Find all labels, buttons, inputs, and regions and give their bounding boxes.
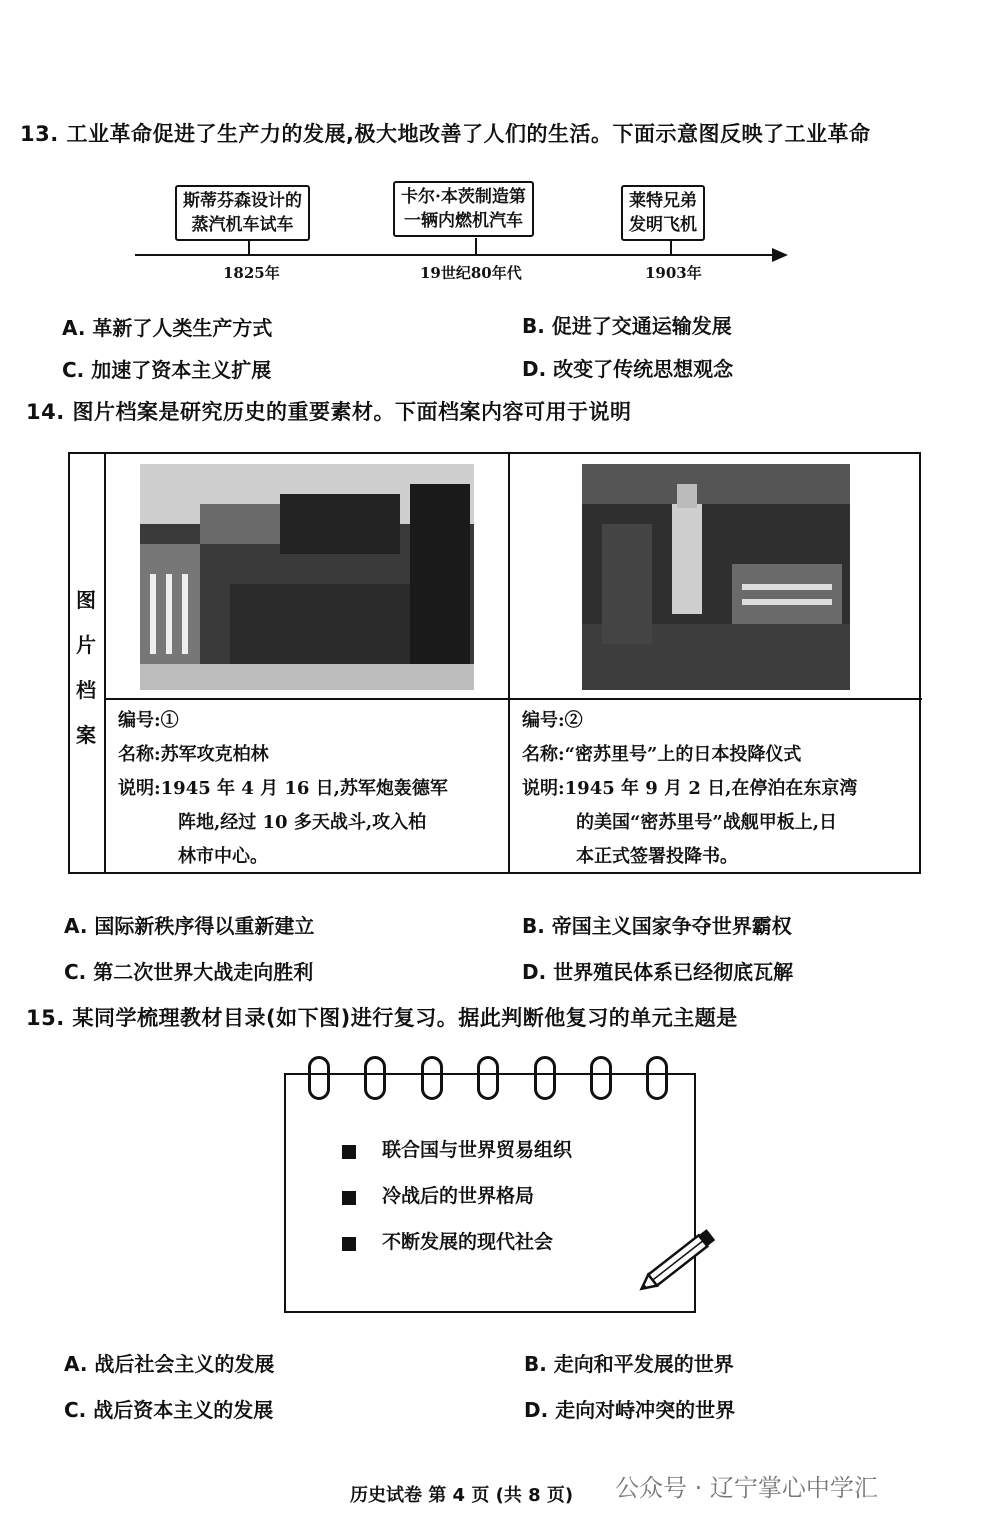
notebook-ring-icon xyxy=(646,1056,668,1100)
notebook-ring-icon xyxy=(421,1056,443,1100)
card-1-name: 名称:苏军攻克柏林 xyxy=(118,744,269,765)
q14-stem: 14. 图片档案是研究历史的重要素材。下面档案内容可用于说明 xyxy=(26,400,632,424)
q13-option-a[interactable]: A. 革新了人类生产方式 xyxy=(62,316,273,340)
card-1-desc-line-1: 说明:1945 年 4 月 16 日,苏军炮轰德军 xyxy=(118,778,448,799)
q14-option-d[interactable]: D. 世界殖民体系已经彻底瓦解 xyxy=(522,960,794,984)
notebook-ring-icon xyxy=(308,1056,330,1100)
card-1-number: 编号:① xyxy=(118,710,179,731)
card-2-number: 编号:② xyxy=(522,710,583,731)
photo-berlin xyxy=(140,464,474,690)
timeline-event-2: 卡尔·本茨制造第 一辆内燃机汽车 xyxy=(393,181,534,237)
notebook-ring-icon xyxy=(477,1056,499,1100)
notebook-bullet-3 xyxy=(342,1237,356,1251)
q15-option-b[interactable]: B. 走向和平发展的世界 xyxy=(524,1352,734,1376)
notebook-item-2: 冷战后的世界格局 xyxy=(382,1185,535,1207)
q14-option-b[interactable]: B. 帝国主义国家争夺世界霸权 xyxy=(522,914,792,938)
card-2-name: 名称:“密苏里号”上的日本投降仪式 xyxy=(522,744,802,765)
side-label-char-4: 案 xyxy=(76,723,96,747)
timeline-event-3: 莱特兄弟 发明飞机 xyxy=(621,185,705,241)
timeline-tick-2 xyxy=(475,238,477,254)
q15-stem: 15. 某同学梳理教材目录(如下图)进行复习。据此判断他复习的单元主题是 xyxy=(26,1006,738,1030)
timeline-date-1: 1825年 xyxy=(223,264,280,282)
card-2-desc-line-1: 说明:1945 年 9 月 2 日,在停泊在东京湾 xyxy=(522,778,858,799)
archive-row-divider xyxy=(104,698,922,700)
q14-option-c[interactable]: C. 第二次世界大战走向胜利 xyxy=(64,960,314,984)
watermark: 公众号 · 辽宁掌心中学汇 xyxy=(615,1474,878,1502)
side-label-char-2: 片 xyxy=(76,633,96,657)
q13-stem: 13. 工业革命促进了生产力的发展,极大地改善了人们的生活。下面示意图反映了工业革命 xyxy=(20,122,871,146)
archive-column-divider xyxy=(508,454,510,872)
timeline-tick-3 xyxy=(670,240,672,254)
timeline-event-1: 斯蒂芬森设计的 蒸汽机车试车 xyxy=(175,185,310,241)
card-1-desc-line-3: 林市中心。 xyxy=(178,846,268,867)
notebook-item-3: 不断发展的现代社会 xyxy=(382,1231,554,1253)
photo-missouri-image xyxy=(582,464,850,690)
timeline-date-2: 19世纪80年代 xyxy=(420,264,522,282)
notebook-item-1: 联合国与世界贸易组织 xyxy=(382,1139,573,1161)
archive-side-column xyxy=(70,454,106,872)
q13-option-c[interactable]: C. 加速了资本主义扩展 xyxy=(62,358,272,382)
timeline-date-3: 1903年 xyxy=(645,264,702,282)
pencil-icon xyxy=(632,1222,728,1298)
q15-option-d[interactable]: D. 走向对峙冲突的世界 xyxy=(524,1398,736,1422)
q13-option-b[interactable]: B. 促进了交通运输发展 xyxy=(522,314,732,338)
card-2-desc-line-2: 的美国“密苏里号”战舰甲板上,日 xyxy=(576,812,837,833)
notebook-ring-icon xyxy=(534,1056,556,1100)
q13-option-d[interactable]: D. 改变了传统思想观念 xyxy=(522,357,734,381)
photo-berlin-image xyxy=(140,464,474,690)
notebook-bullet-1 xyxy=(342,1145,356,1159)
notebook-bullet-2 xyxy=(342,1191,356,1205)
timeline-axis xyxy=(135,254,775,256)
timeline-tick-1 xyxy=(248,240,250,254)
archive-table xyxy=(68,452,921,874)
card-2-desc-line-3: 本正式签署投降书。 xyxy=(576,846,738,867)
side-label-char-1: 图 xyxy=(76,588,96,612)
timeline-arrow-icon xyxy=(772,248,788,262)
q14-option-a[interactable]: A. 国际新秩序得以重新建立 xyxy=(64,914,315,938)
notebook-ring-icon xyxy=(590,1056,612,1100)
side-label-char-3: 档 xyxy=(76,678,96,702)
q15-option-c[interactable]: C. 战后资本主义的发展 xyxy=(64,1398,274,1422)
q15-option-a[interactable]: A. 战后社会主义的发展 xyxy=(64,1352,275,1376)
card-1-desc-line-2: 阵地,经过 10 多天战斗,攻入柏 xyxy=(178,812,427,833)
photo-missouri xyxy=(582,464,850,690)
page-footer: 历史试卷 第 4 页 (共 8 页) xyxy=(350,1485,574,1506)
notebook-ring-icon xyxy=(364,1056,386,1100)
